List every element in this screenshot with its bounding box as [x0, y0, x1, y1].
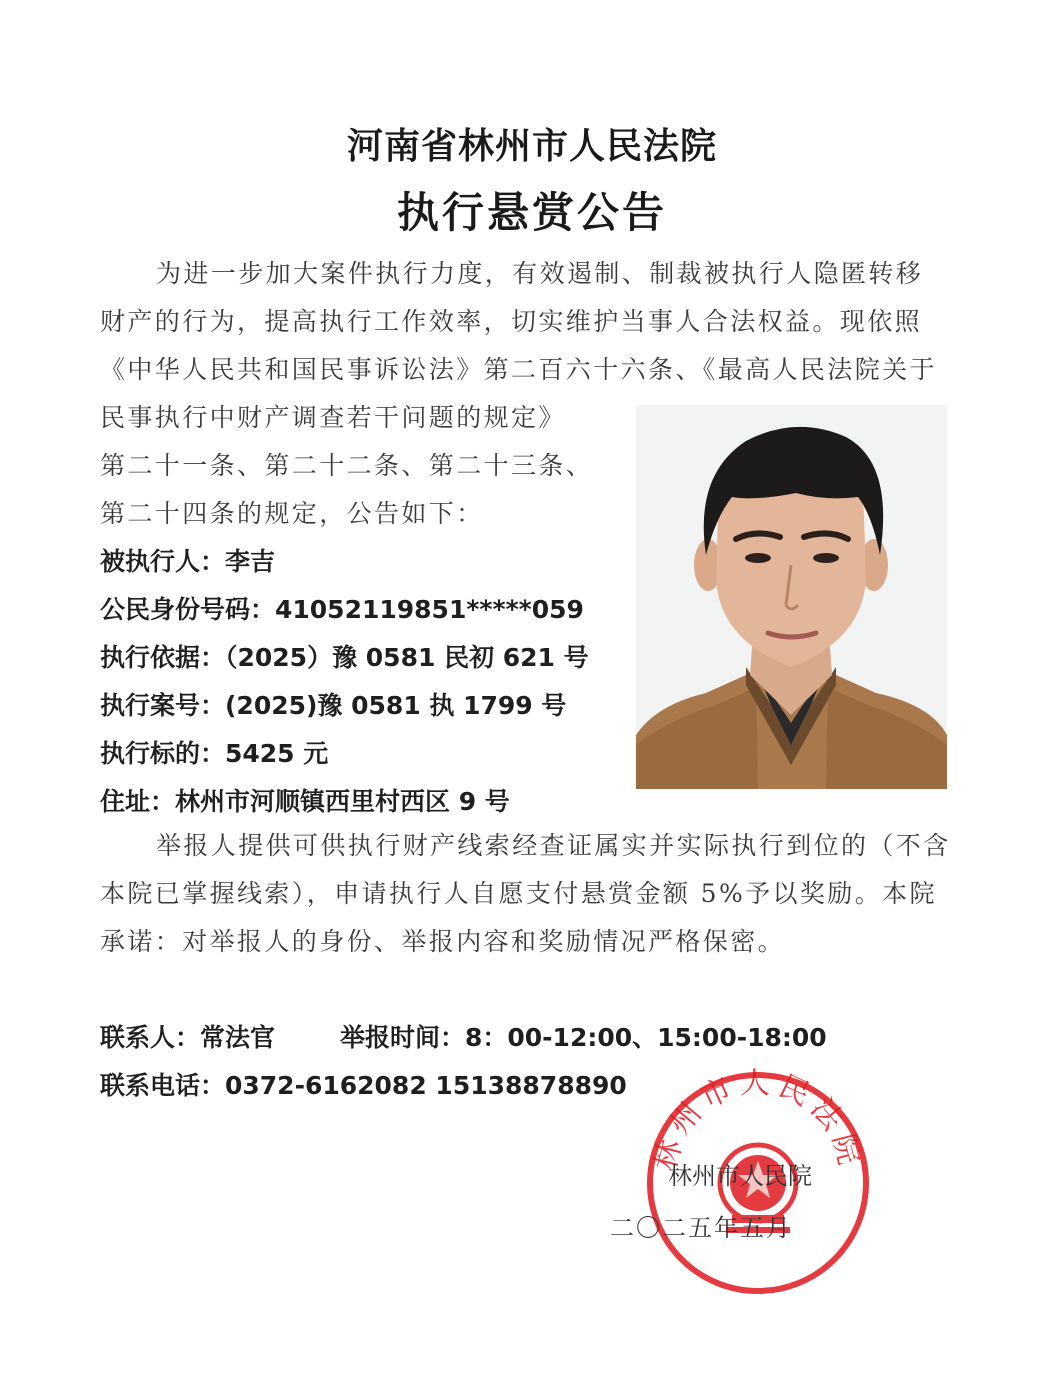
report-hours: 举报时间：8：00-12:00、15:00-18:00 [340, 1023, 827, 1052]
contact-person: 联系人：常法官 [100, 1023, 276, 1052]
reward-paragraph: 举报人提供可供执行财产线索经查证属实并实际执行到位的（不含本院已掌握线索），申请执行人自愿支付悬赏金额 5%予以奖励。本院承诺：对举报人的身份、举报内容和奖励情况严格保密。 [100, 831, 951, 956]
case-number: 执行案号：(2025)豫 0581 执 1799 号 [100, 691, 567, 720]
address: 住址：林州市河顺镇西里村西区 9 号 [100, 787, 510, 816]
notice-title: 执行悬赏公告 [396, 188, 667, 237]
court-name-heading: 河南省林州市人民法院 [346, 126, 717, 167]
signature-court: 林州市人民院 [668, 1162, 812, 1190]
execution-amount: 执行标的：5425 元 [100, 739, 329, 768]
portrait-illustration [636, 405, 947, 789]
signature-date: 二〇二五年五月 [610, 1214, 792, 1242]
id-number: 公民身份号码：41052119851*****059 [100, 595, 584, 624]
intro-paragraph: 为进一步加大案件执行力度，有效遏制、制裁被执行人隐匿转移财产的行为，提高执行工作效率，切实维护当事人合法权益。现依照《中华人民共和国民事诉讼法》第二百六十六条、《最高人民法院关于民事执行中财产调查若干问题的规定》 [100, 259, 937, 432]
debtor-name: 被执行人：李吉 [100, 547, 276, 576]
debtor-photo [636, 405, 947, 789]
contact-phone: 联系电话：0372-6162082 15138878890 [100, 1071, 627, 1100]
execution-basis: 执行依据：（2025）豫 0581 民初 621 号 [100, 643, 589, 672]
seal-text: 林州市人民法院 [647, 1066, 869, 1174]
intro-continuation: 第二十一条、第二十二条、第二十三条、第二十四条的规定，公告如下： [100, 451, 594, 528]
